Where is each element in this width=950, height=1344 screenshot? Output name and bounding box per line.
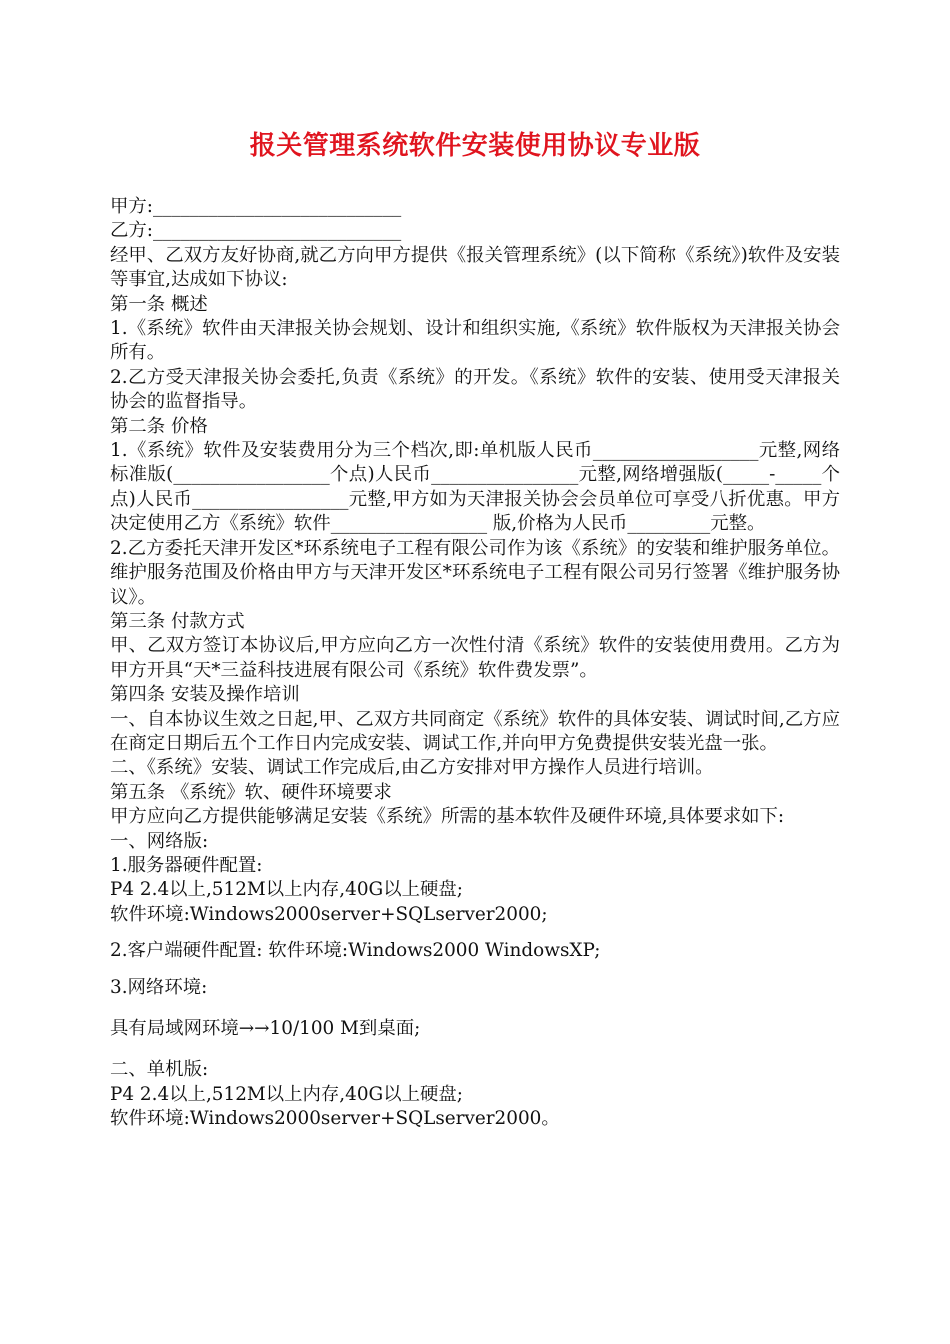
article-4-item-1: 一、自本协议生效之日起,甲、乙双方共同商定《系统》软件的具体安装、调试时间,乙方应在商定日期后五个工作日内完成安装、调试工作,并向甲方免费提供安装光盘一张。 bbox=[110, 708, 840, 754]
server-hardware-heading: 1.服务器硬件配置: bbox=[110, 854, 263, 876]
network-version-heading: 一、网络版: bbox=[110, 830, 209, 852]
party-b-line: 乙方:___________________________ bbox=[110, 220, 402, 242]
client-config: 2.客户端硬件配置: 软件环境:Windows2000 WindowsXP; bbox=[110, 940, 601, 962]
party-a-line: 甲方:___________________________ bbox=[110, 196, 402, 217]
article-5-heading: 第五条 《系统》软、硬件环境要求 bbox=[110, 781, 392, 803]
standalone-version-heading: 二、单机版: bbox=[110, 1059, 209, 1081]
article-5-intro: 甲方应向乙方提供能够满足安装《系统》所需的基本软件及硬件环境,具体要求如下: bbox=[110, 806, 785, 828]
preamble: 经甲、乙双方友好协商,就乙方向甲方提供《报关管理系统》(以下简称《系统》)软件及安装等事宜,达成如下协议: bbox=[110, 244, 840, 291]
article-2-clause-2: 2.乙方委托天津开发区*环系统电子工程有限公司作为该《系统》的安装和维护服务单位。维护服务范围及价格由甲方与天津开发区*环系统电子工程有限公司另行签署《维护服务协议》。 bbox=[110, 537, 840, 608]
article-1-heading: 第一条 概述 bbox=[110, 293, 208, 315]
standalone-software-spec: 软件环境:Windows2000server+SQLserver2000。 bbox=[110, 1108, 560, 1130]
article-2-clause-1: 1.《系统》软件及安装费用分为三个档次,即:单机版人民币__________________元整,网络标准版(_________________个点)人民币________________元整,网络增强版(_____-_____个点)人民币_________________元整,甲方如为天津报关协会会员单位可享受八折优惠。甲方决定使用乙方《系统》软件_________________ 版,价格为人民币_________元整。 bbox=[110, 440, 840, 535]
standalone-hardware-spec: P4 2.4以上,512M以上内存,40G以上硬盘; bbox=[110, 1083, 463, 1105]
article-4-item-2: 二、《系统》安装、调试工作完成后,由乙方安排对甲方操作人员进行培训。 bbox=[110, 757, 714, 779]
article-1-clause-1: 1.《系统》软件由天津报关协会规划、设计和组织实施,《系统》软件版权为天津报关协会所有。 bbox=[110, 318, 840, 364]
server-hardware-spec: P4 2.4以上,512M以上内存,40G以上硬盘; bbox=[110, 879, 463, 901]
document-title: 报关管理系统软件安装使用协议专业版 bbox=[249, 131, 701, 161]
article-3-heading: 第三条 付款方式 bbox=[110, 610, 245, 632]
network-env-spec: 具有局域网环境→→10/100 M到桌面; bbox=[110, 1018, 421, 1039]
article-3-text: 甲、乙双方签订本协议后,甲方应向乙方一次性付清《系统》软件的安装使用费用。乙方为甲方开具“天*三益科技进展有限公司《系统》软件费发票”。 bbox=[110, 635, 840, 681]
server-software-spec: 软件环境:Windows2000server+SQLserver2000; bbox=[110, 903, 548, 925]
article-1-clause-2: 2.乙方受天津报关协会委托,负责《系统》的开发。《系统》软件的安装、使用受天津报关协会的监督指导。 bbox=[110, 366, 840, 413]
article-4-heading: 第四条 安装及操作培训 bbox=[110, 684, 300, 706]
article-2-heading: 第二条 价格 bbox=[110, 415, 208, 437]
document-body bbox=[110, 195, 840, 1132]
network-env-heading: 3.网络环境: bbox=[110, 976, 208, 998]
